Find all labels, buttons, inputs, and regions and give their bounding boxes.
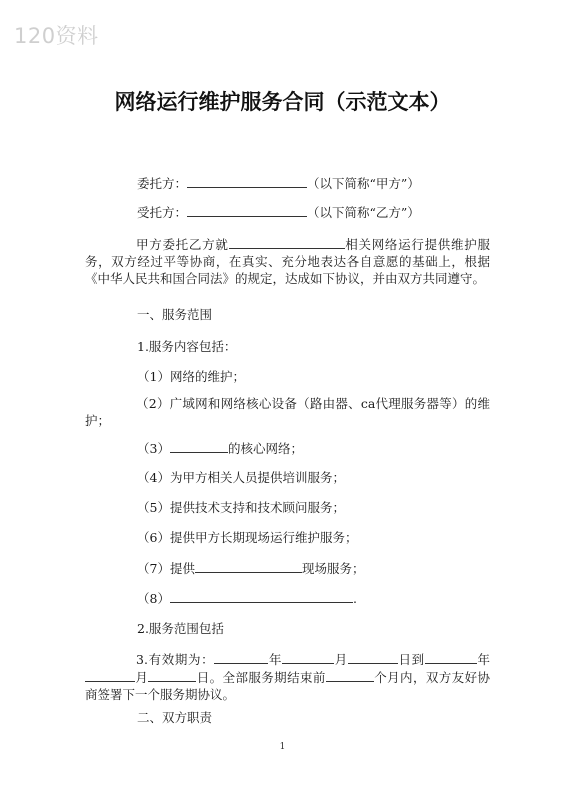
page-number: 1: [279, 742, 286, 752]
section-2-heading: 二、双方职责: [137, 710, 213, 725]
intro-part1: 甲方委托乙方就: [136, 237, 229, 252]
sub-item-3: [137, 439, 303, 457]
sub-item-8-suffix: .: [352, 591, 357, 606]
sub-item-3-blank[interactable]: [170, 439, 228, 453]
sub-item-7: [137, 559, 364, 577]
party-a-line: [137, 174, 420, 192]
sub-item-6: （6）提供甲方长期现场运行维护服务；: [137, 530, 358, 545]
section-1-heading: 一、服务范围: [137, 307, 213, 322]
item-2: 2.服务范围包括: [137, 621, 224, 636]
party-b-note: （以下简称“乙方”）: [307, 205, 420, 220]
item-1: 1.服务内容包括：: [137, 339, 237, 354]
end-month-label: 月: [135, 670, 149, 685]
year-label: 年: [268, 652, 283, 667]
end-year-label: 年: [476, 652, 490, 667]
item-3-tail: 个月内，双方友好协商签署下一个服务期协议。: [85, 670, 490, 702]
sub-item-7-suffix: 现场服务；: [301, 561, 365, 576]
start-day-blank[interactable]: [348, 650, 398, 664]
month-label: 月: [334, 652, 348, 667]
intro-part2: 相关网络运行提供维护服务，双方经过平等协商，在真实、充分地表达各自意愿的基础上，根据《中华人民共和国合同法》的规定，达成如下协议，并由双方共同遵守。: [85, 237, 490, 286]
start-year-blank[interactable]: [214, 650, 268, 664]
party-a-note: （以下简称“甲方”）: [307, 176, 420, 191]
party-a-blank[interactable]: [187, 174, 307, 188]
item-3-validity: [85, 650, 490, 703]
watermark: 120资料: [14, 24, 99, 48]
sub-item-8-blank[interactable]: [170, 589, 353, 603]
sub-item-7-prefix: （7）提供: [137, 561, 195, 576]
sub-item-2: （2）广域网和网络核心设备（路由器、ca代理服务器等）的维护；: [85, 396, 490, 428]
sub-item-1: （1）网络的维护；: [137, 369, 245, 384]
party-a-label: 委托方：: [137, 176, 188, 191]
document-title: 网络运行维护服务合同（示范文本）: [114, 90, 451, 114]
end-day-label: 日。全部服务期结束前: [196, 670, 326, 685]
sub-item-7-blank[interactable]: [195, 559, 302, 573]
intro-blank[interactable]: [229, 235, 345, 249]
party-b-label: 受托方：: [137, 205, 188, 220]
end-month-blank[interactable]: [85, 668, 135, 682]
sub-item-4: （4）为甲方相关人员提供培训服务；: [137, 470, 345, 485]
months-blank[interactable]: [326, 668, 374, 682]
intro-paragraph: [85, 235, 490, 287]
end-day-blank[interactable]: [148, 668, 196, 682]
day-to-label: 日到: [397, 652, 425, 667]
party-b-line: [137, 203, 420, 221]
sub-item-8: [137, 589, 357, 607]
end-year-blank-a[interactable]: [425, 650, 477, 664]
start-month-blank[interactable]: [282, 650, 334, 664]
sub-item-8-prefix: （8）: [137, 591, 170, 606]
item-3-lead: 3.有效期为：: [136, 652, 215, 667]
sub-item-3-prefix: （3）: [137, 441, 170, 456]
sub-item-5: （5）提供技术支持和技术顾问服务；: [137, 500, 345, 515]
party-b-blank[interactable]: [187, 203, 307, 217]
sub-item-3-suffix: 的核心网络；: [227, 441, 303, 456]
